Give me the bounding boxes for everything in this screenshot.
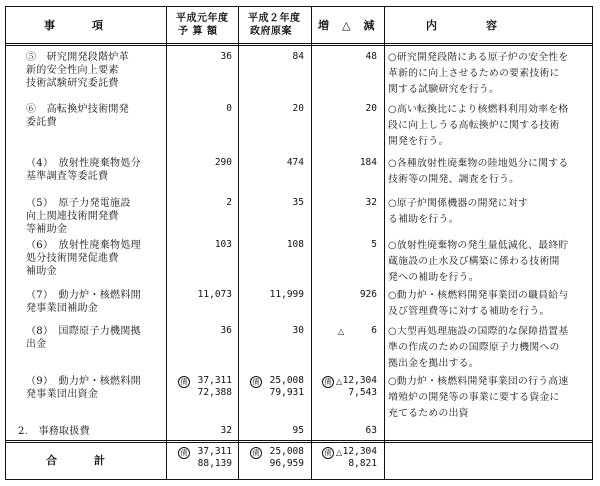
row-item-text: 向上関連技術開発費 — [26, 211, 119, 222]
row-fy1: 103 — [214, 239, 232, 250]
header-content: 内 容 — [426, 19, 498, 32]
header-diff: 増 △ 減 — [318, 19, 376, 32]
row-diff: 48 — [365, 51, 377, 62]
row-diff: 6 — [371, 325, 377, 336]
row-diff: 32 — [365, 197, 377, 208]
row-content-text: 技術等の開発、調査を行う。 — [388, 174, 520, 185]
row-fy2: 11,999 — [269, 289, 304, 300]
row-content-text: 増殖炉の開発等の事業に要する資金に — [388, 392, 560, 403]
row-diff-sign: △ — [336, 377, 343, 386]
row-item-text: 基準調査等委託費 — [26, 171, 109, 182]
row-item-text: （5） 原子力発電施設 — [26, 198, 131, 209]
row-content-text: ○研究開発段階にある原子炉の安全性を — [388, 52, 569, 63]
col-divider — [238, 7, 239, 479]
row-content-text: る補助を行う。 — [388, 214, 459, 225]
row-item-text: 委託費 — [26, 117, 57, 128]
row-content-text: 充てるための出資 — [388, 408, 469, 419]
bond-marker-icon: 債 — [178, 375, 193, 388]
row-diffb: 7,543 — [348, 387, 377, 398]
row-diff: 5 — [371, 239, 377, 250]
row-item-text: ⑥ 高転換炉技術開発 — [26, 104, 129, 115]
row-content-text: ○大型再処理施設の国際的な保障措置基 — [388, 326, 569, 337]
row-fy1: 290 — [214, 157, 232, 168]
row-content-text: ○動力炉・核燃料開発事業団の職員給与 — [388, 290, 569, 301]
row-item-text: 処分技術開発促進費 — [26, 253, 119, 264]
row-content-text: ○各種放射性廃棄物の陸地処分に関する — [388, 158, 569, 169]
row-item-text: 発事業団出資金 — [26, 389, 99, 400]
row-fy1: 36 — [220, 51, 232, 62]
row-item-text: （7） 動力炉・核燃料開 — [26, 290, 141, 301]
bond-marker-icon: 債 — [322, 446, 337, 459]
row-content-text: 関する試験研究を行う。 — [388, 84, 500, 95]
row-fy2b: 79,931 — [269, 387, 304, 398]
row-item-text: （9） 動力炉・核燃料開 — [26, 376, 141, 387]
header-fy1-line2: 予 算 額 — [178, 26, 218, 37]
row-content-text: 発への補助を行う。 — [388, 272, 479, 283]
row-item-text: 発事業団補助金 — [26, 303, 99, 314]
row-fy1: 36 — [220, 325, 232, 336]
row-diff: 20 — [365, 103, 377, 114]
row-fy2: 84 — [292, 51, 304, 62]
row-fy2: 108 — [286, 239, 304, 250]
header-fy2-line2: 政府原案 — [250, 26, 292, 37]
header-fy2-line1: 平成２年度 — [248, 13, 301, 24]
row-content-text: 段に向上しうる高転換炉に関する技術 — [388, 120, 560, 131]
row-item-text: （4） 放射性廃棄物処分 — [26, 158, 141, 169]
header-rule — [6, 43, 592, 46]
row-item-text: 補助金 — [26, 266, 57, 277]
row-content-text: 拠出金を拠出する。 — [388, 358, 479, 369]
row-content-text: 準の作成のための国際原子力機関への — [388, 342, 560, 353]
total-fy1b: 88,139 — [197, 458, 232, 469]
row-item-text: 新的安全性向上要素 — [26, 65, 119, 76]
total-fy2: 25,008 — [269, 446, 304, 457]
total-diff: 12,304 — [342, 446, 377, 457]
row-fy1: 32 — [220, 425, 232, 436]
row-diff: 184 — [359, 157, 377, 168]
row-fy1b: 72,388 — [197, 387, 232, 398]
row-fy1: 11,073 — [197, 289, 232, 300]
row-item-text: 2. 事務取扱費 — [18, 426, 90, 437]
total-diffb: 8,821 — [348, 458, 377, 469]
row-fy1: 0 — [226, 103, 232, 114]
row-item-text: （6） 放射性廃棄物処理 — [26, 240, 141, 251]
total-fy2b: 96,959 — [269, 458, 304, 469]
col-divider — [311, 7, 312, 479]
total-diff-sign: △ — [336, 448, 343, 457]
col-divider — [166, 7, 167, 479]
budget-table — [5, 6, 593, 480]
row-content-text: ○高い転換比により核燃料利用効率を格 — [388, 104, 569, 115]
row-item-text: 等補助金 — [26, 224, 68, 235]
row-content-text: 開発を行う。 — [388, 136, 449, 147]
row-item-text: ⑤ 研究開発段階炉革 — [26, 52, 129, 63]
total-label: 合 計 — [46, 454, 106, 467]
total-rule — [6, 440, 592, 443]
row-fy2: 95 — [292, 425, 304, 436]
row-diff: 63 — [365, 425, 377, 436]
row-fy2: 35 — [292, 197, 304, 208]
header-item: 事 項 — [44, 19, 104, 32]
row-fy2: 474 — [286, 157, 304, 168]
row-item-text: 技術試験研究委託費 — [26, 78, 119, 89]
row-fy1: 37,311 — [197, 375, 232, 386]
bond-marker-icon: 債 — [322, 375, 337, 388]
row-content-text: 及び管理費等に対する補助を行う。 — [388, 306, 550, 317]
row-item-text: （8） 国際原子力機関拠 — [26, 326, 141, 337]
bond-marker-icon: 債 — [178, 446, 193, 459]
row-diff: 926 — [359, 289, 377, 300]
row-fy2: 30 — [292, 325, 304, 336]
row-diff-sign: △ — [338, 327, 345, 336]
row-content-text: ○動力炉・核燃料開発事業団の行う高速 — [388, 376, 569, 387]
row-fy2: 25,008 — [269, 375, 304, 386]
row-fy1: 2 — [226, 197, 232, 208]
row-content-text: ○原子炉関係機器の開発に対す — [388, 198, 529, 209]
row-diff: 12,304 — [342, 375, 377, 386]
row-fy2: 20 — [292, 103, 304, 114]
row-content-text: ○放射性廃棄物の発生量低減化、最終貯 — [388, 240, 569, 251]
row-content-text: 蔵施設の止水及び構築に係わる技術開 — [388, 256, 560, 267]
total-fy1: 37,311 — [197, 446, 232, 457]
bond-marker-icon: 債 — [250, 446, 265, 459]
col-divider — [384, 7, 385, 479]
row-item-text: 出金 — [26, 339, 47, 350]
row-content-text: 革新的に向上させるための要素技術に — [388, 68, 560, 79]
bond-marker-icon: 債 — [250, 375, 265, 388]
header-fy1-line1: 平成元年度 — [176, 13, 229, 24]
